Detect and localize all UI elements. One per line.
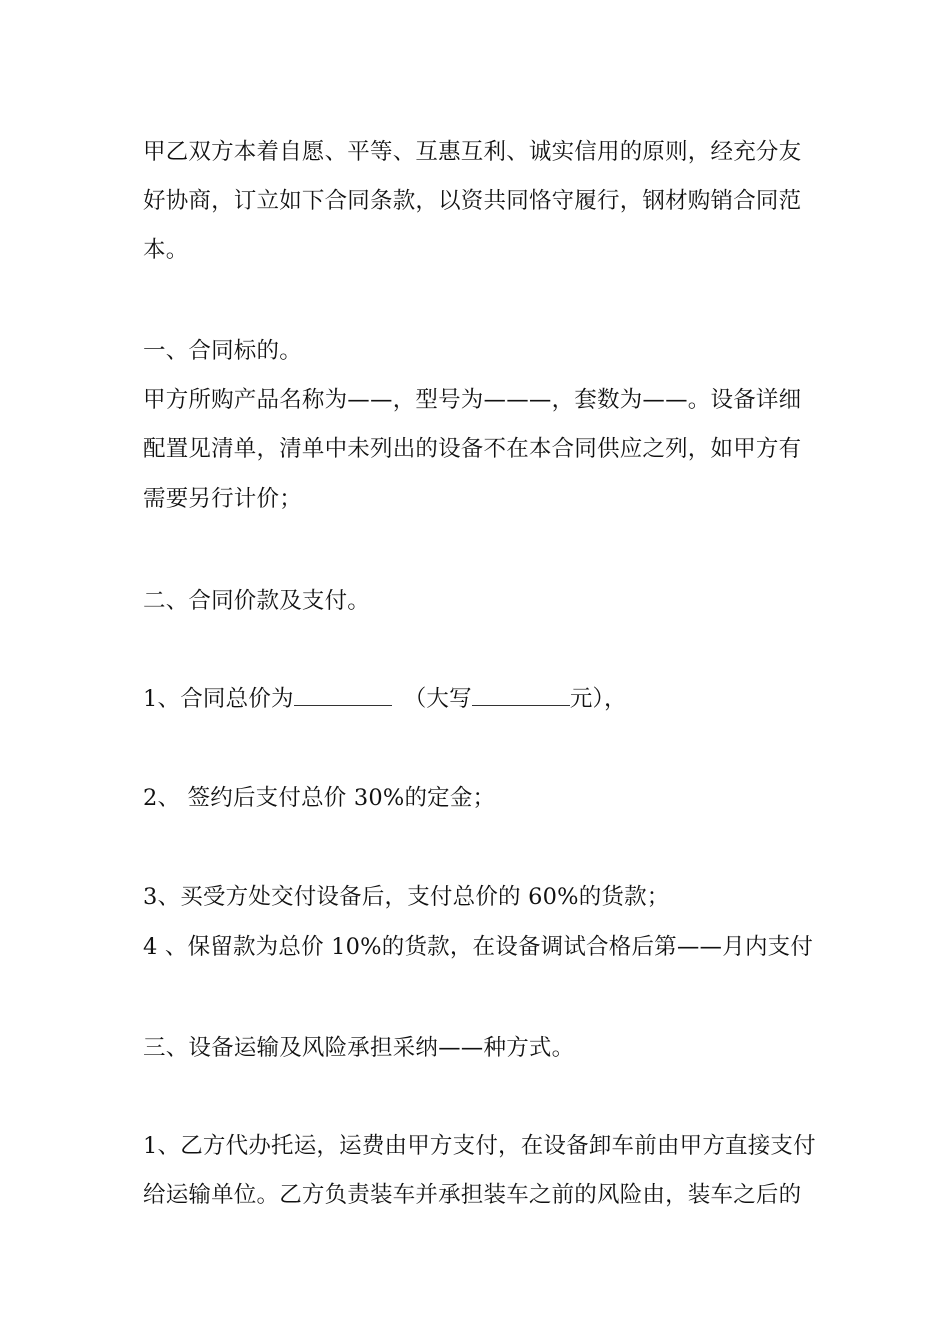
item-number: 1 bbox=[143, 686, 158, 712]
section-2-item-4 bbox=[143, 932, 823, 962]
section-2-item-2 bbox=[143, 783, 823, 813]
intro-line-2: 好协商，订立如下合同条款，以资共同恪守履行，钢材购销合同范 bbox=[143, 188, 802, 214]
intro-line-1: 甲乙双方本着自愿、平等、互惠互利、诚实信用的原则，经充分友 bbox=[143, 139, 802, 165]
section-1-line-3: 需要另行计价； bbox=[143, 486, 302, 512]
intro-line-3: 本。 bbox=[143, 237, 189, 263]
section-1-line-1: 甲方所购产品名称为——，型号为———，套数为——。设备详细 bbox=[143, 387, 802, 413]
percentage: 10% bbox=[331, 934, 382, 960]
item-number: 3 bbox=[143, 884, 158, 910]
section-2-item-3 bbox=[143, 882, 823, 912]
item-text: 的货款； bbox=[578, 884, 670, 910]
item-text: 、合同总价为 bbox=[157, 686, 294, 712]
item-text: 、 签约后支付总价 bbox=[157, 785, 354, 811]
item-text: 的定金； bbox=[404, 785, 496, 811]
section-2-heading: 二、合同价款及支付。 bbox=[143, 588, 371, 614]
item-text: 、乙方代办托运，运费由甲方支付，在设备卸车前由甲方直接支付 bbox=[157, 1133, 816, 1159]
item-text: 元）， bbox=[569, 686, 627, 712]
total-price-blank bbox=[294, 685, 392, 706]
section-3-item-1-line-1 bbox=[143, 1131, 823, 1161]
percentage: 30% bbox=[353, 785, 405, 811]
section-3-item-1-line-2: 给运输单位。乙方负责装车并承担装车之前的风险由，装车之后的 bbox=[143, 1182, 802, 1208]
item-text: 、保留款为总价 bbox=[157, 934, 332, 960]
item-text: 的货款，在设备调试合格后第——月内支付 bbox=[381, 934, 814, 960]
item-text: 、买受方处交付设备后，支付总价的 bbox=[157, 884, 529, 910]
item-text: （大写 bbox=[403, 686, 472, 712]
item-number: 4 bbox=[143, 934, 158, 960]
section-1-heading: 一、合同标的。 bbox=[143, 338, 302, 364]
total-price-words-blank bbox=[472, 685, 570, 706]
section-1-line-2: 配置见清单，清单中未列出的设备不在本合同供应之列，如甲方有 bbox=[143, 436, 802, 462]
section-3-heading: 三、设备运输及风险承担采纳——种方式。 bbox=[143, 1035, 575, 1061]
item-number: 2 bbox=[143, 785, 158, 811]
item-number: 1 bbox=[143, 1133, 158, 1159]
section-2-item-1 bbox=[143, 684, 823, 714]
percentage: 60% bbox=[528, 884, 579, 910]
